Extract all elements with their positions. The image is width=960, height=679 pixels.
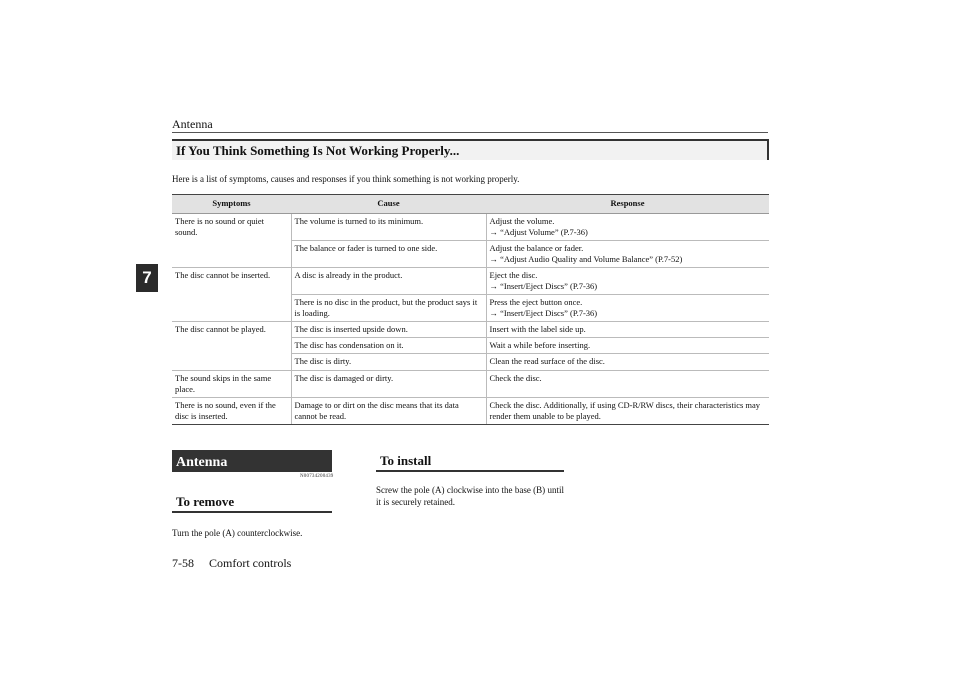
table-row <box>172 370 769 397</box>
chapter-tab: 7 <box>136 264 158 292</box>
page-reference: → “Insert/Eject Discs” (P.7-36) <box>489 308 598 319</box>
response-cell <box>486 295 769 322</box>
response-cell <box>486 268 769 295</box>
column-header-response: Response <box>486 195 769 214</box>
symptom-cell: The sound skips in the same place. <box>172 370 291 397</box>
header-divider <box>172 132 768 133</box>
cause-cell: There is no disc in the product, but the product says it is loading. <box>291 295 486 322</box>
column-header-cause: Cause <box>291 195 486 214</box>
document-code: N00734200439 <box>300 474 334 479</box>
page-reference: → “Adjust Audio Quality and Volume Balance” (P.7-52) <box>489 254 683 265</box>
cause-cell: The balance or fader is turned to one side. <box>291 241 486 268</box>
response-cell: Check the disc. <box>486 370 769 397</box>
page-footer <box>172 556 291 571</box>
table-row <box>172 268 769 295</box>
page-number: 7-58 <box>172 556 194 570</box>
troubleshooting-heading: If You Think Something Is Not Working Properly... <box>172 139 769 160</box>
response-text: Press the eject button once. <box>489 297 583 308</box>
cause-cell: The disc is inserted upside down. <box>291 322 486 338</box>
to-remove-text: Turn the pole (A) counterclockwise. <box>172 528 303 538</box>
response-text: Adjust the volume. <box>489 216 555 226</box>
to-remove-heading: To remove <box>172 491 332 513</box>
response-cell: Insert with the label side up. <box>486 322 769 338</box>
to-install-text: Screw the pole (A) clockwise into the base (B) until it is securely retained. <box>376 485 564 508</box>
response-cell: Clean the read surface of the disc. <box>486 354 769 370</box>
page-reference: → “Adjust Volume” (P.7-36) <box>489 227 588 238</box>
response-cell <box>486 241 769 268</box>
response-text: Adjust the balance or fader. <box>489 243 584 254</box>
table-row <box>172 397 769 424</box>
to-install-heading: To install <box>376 450 564 472</box>
table-row <box>172 322 769 338</box>
cause-cell: Damage to or dirt on the disc means that its data cannot be read. <box>291 397 486 424</box>
response-cell <box>486 214 769 241</box>
symptom-cell: The disc cannot be played. <box>172 322 291 370</box>
antenna-heading: Antenna <box>172 450 332 472</box>
response-cell: Check the disc. Additionally, if using CD-R/RW discs, their characteristics may render them unable to be played. <box>486 397 769 424</box>
response-cell: Wait a while before inserting. <box>486 338 769 354</box>
cause-cell: The disc is dirty. <box>291 354 486 370</box>
running-header: Antenna <box>172 117 213 131</box>
symptom-cell: There is no sound or quiet sound. <box>172 214 291 268</box>
response-text: Eject the disc. <box>489 270 538 281</box>
cause-cell: The disc has condensation on it. <box>291 338 486 354</box>
cause-cell: The disc is damaged or dirty. <box>291 370 486 397</box>
cause-cell: A disc is already in the product. <box>291 268 486 295</box>
cause-cell: The volume is turned to its minimum. <box>291 214 486 241</box>
column-header-symptoms: Symptoms <box>172 195 291 214</box>
table-row <box>172 214 769 241</box>
section-name: Comfort controls <box>209 556 292 570</box>
symptom-cell: There is no sound, even if the disc is inserted. <box>172 397 291 424</box>
page-reference: → “Insert/Eject Discs” (P.7-36) <box>489 281 598 292</box>
troubleshooting-intro: Here is a list of symptoms, causes and responses if you think something is not working properly. <box>172 174 520 184</box>
symptom-cell: The disc cannot be inserted. <box>172 268 291 322</box>
troubleshooting-table <box>172 194 769 425</box>
